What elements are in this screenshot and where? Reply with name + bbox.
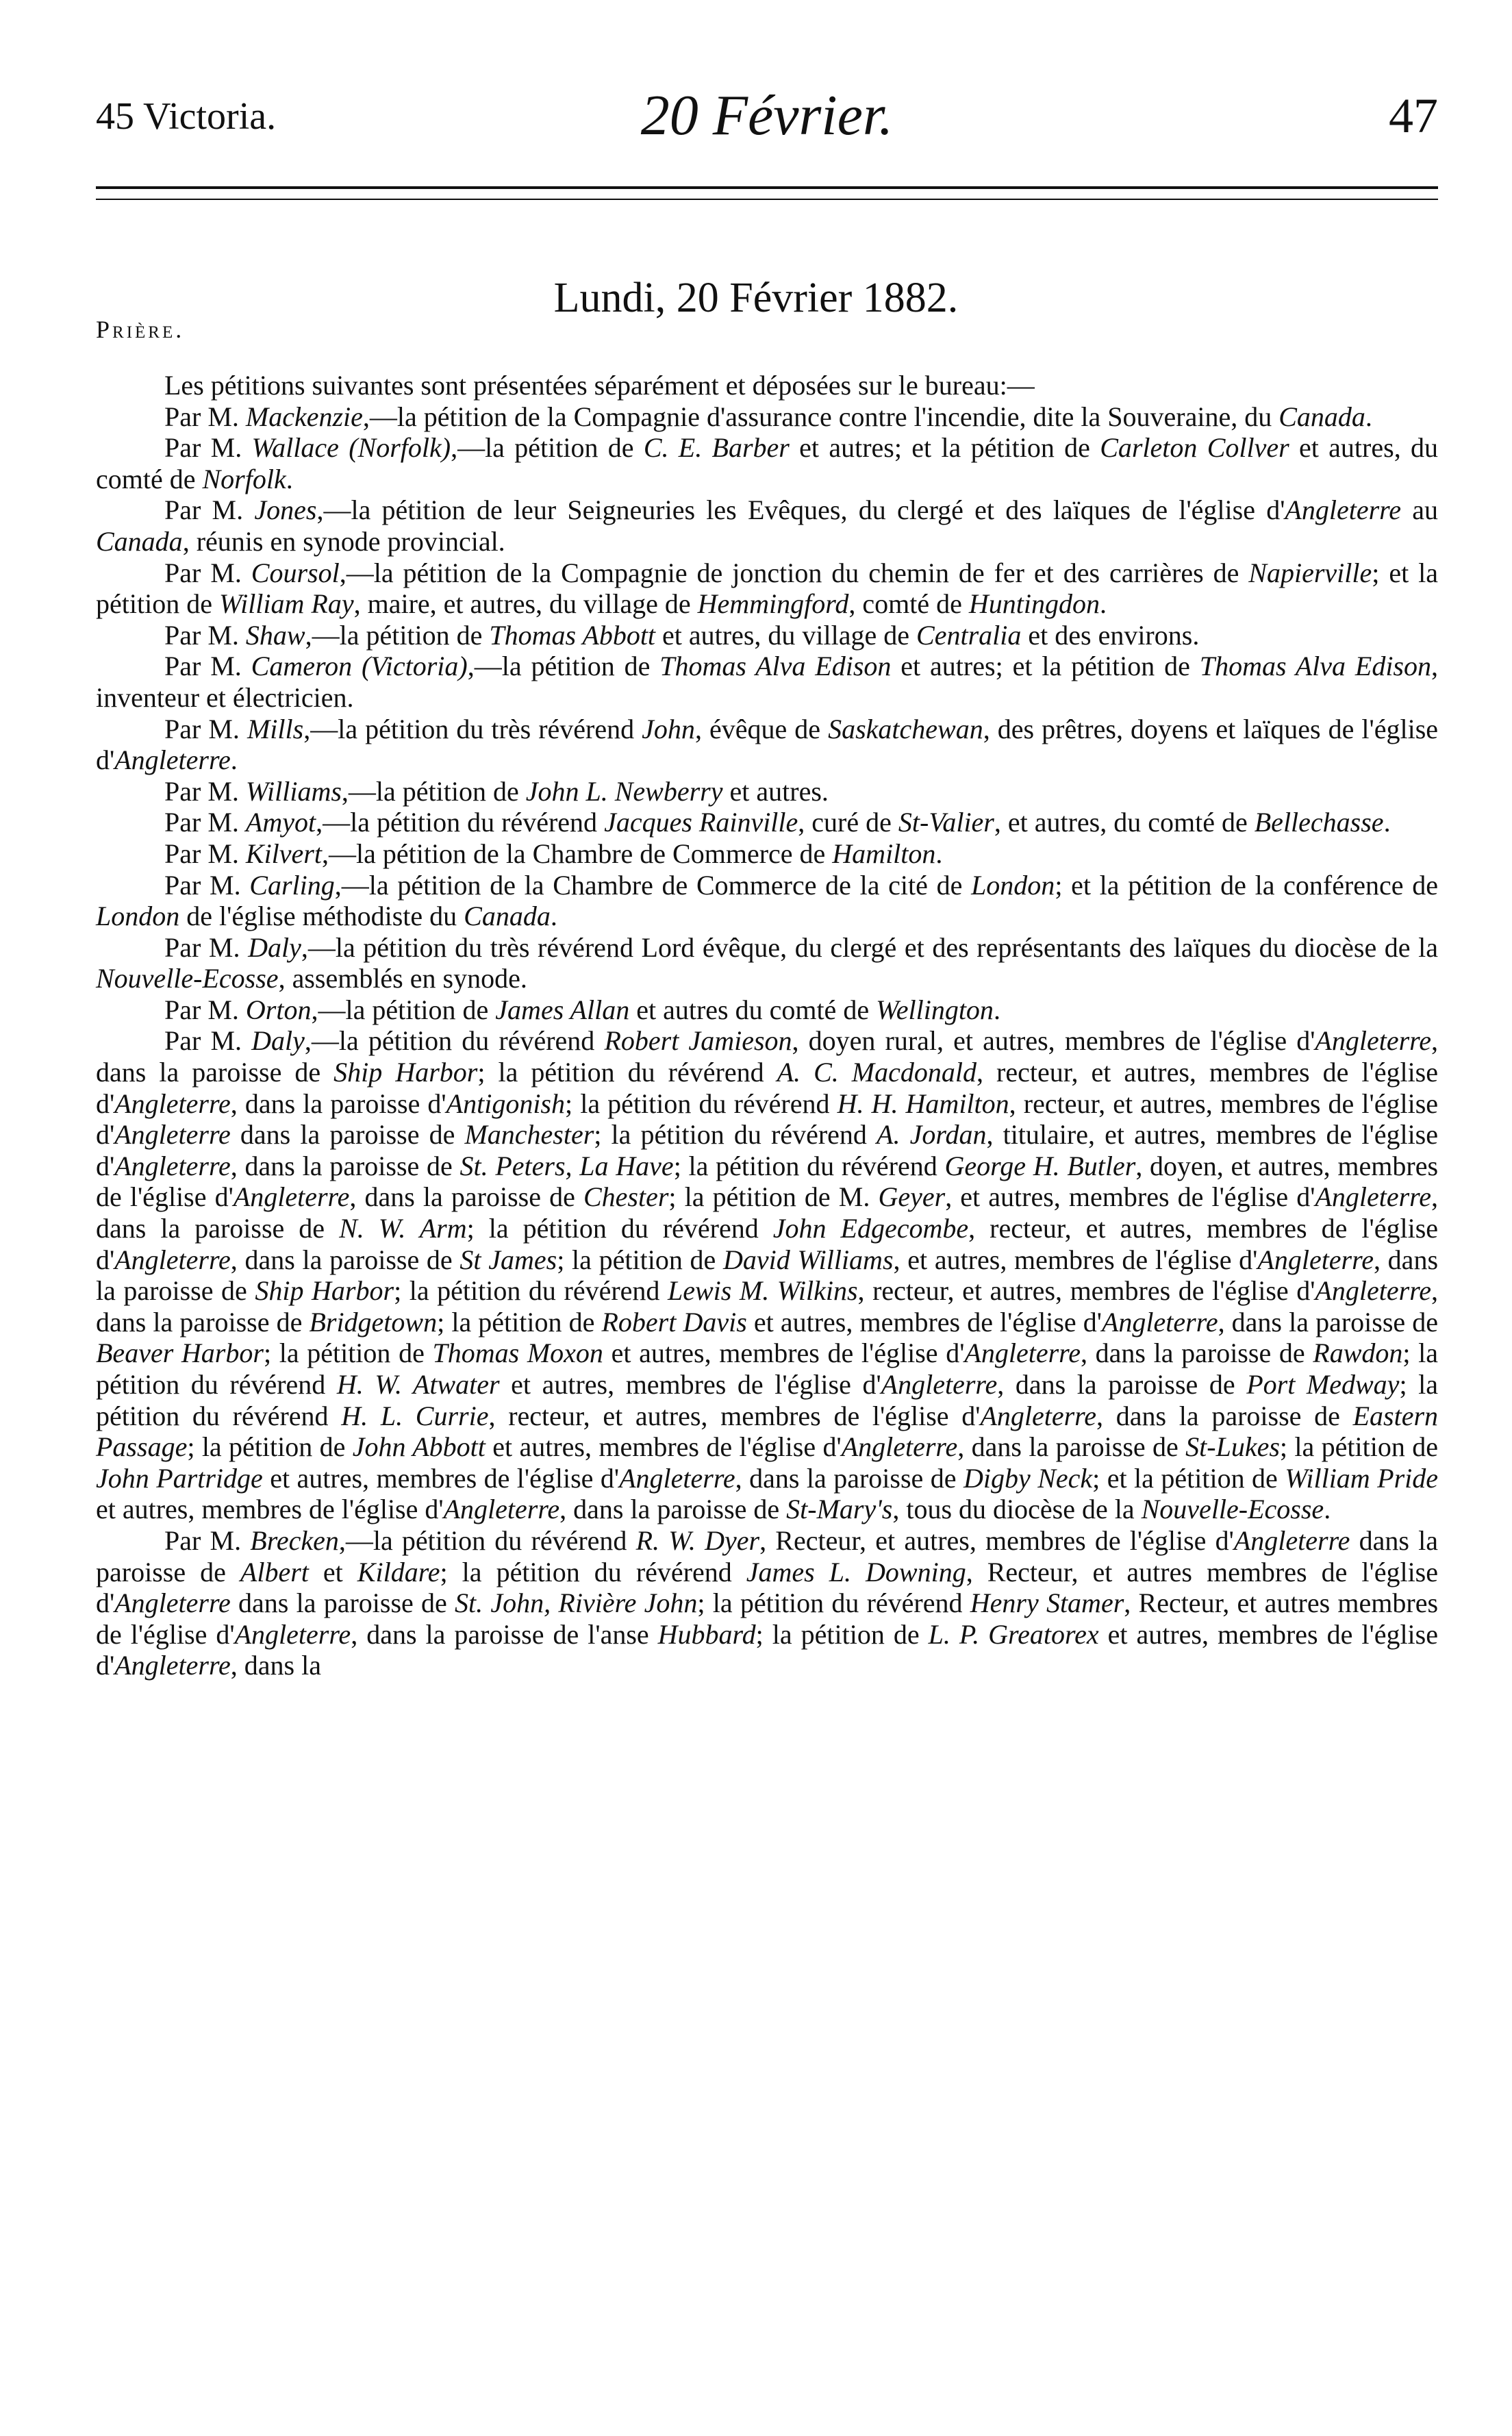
header-date-text: 20 Février. bbox=[640, 84, 894, 147]
margin-label-priere: Prière. bbox=[96, 316, 185, 343]
petition-paragraph: Par M. Amyot,—la pétition du révérend Jacques Rainville, curé de St-Valier, et autres, du comté de Bellechasse. bbox=[164, 807, 1391, 838]
petition-paragraph: Par M. Jones,—la pétition de leur Seigneuries les Evêques, du clergé et des laïques de l'église d'Angleterre au Canada, réunis en synode provincial. bbox=[96, 494, 1438, 557]
petition-paragraph: Par M. Kilvert,—la pétition de la Chambre de Commerce de Hamilton. bbox=[164, 838, 943, 869]
petitions-body bbox=[96, 370, 1438, 1681]
page-number: 47 bbox=[1389, 88, 1438, 143]
running-header bbox=[96, 82, 1438, 158]
petition-paragraph: Par M. Orton,—la pétition de James Allan et autres du comté de Wellington. bbox=[164, 994, 1000, 1025]
petition-paragraph: Par M. Mackenzie,—la pétition de la Compagnie d'assurance contre l'incendie, dite la Souveraine, du Canada. bbox=[164, 401, 1372, 432]
petition-paragraph: Par M. Williams,—la pétition de John L. Newberry et autres. bbox=[164, 775, 829, 807]
header-rule-thin bbox=[96, 199, 1438, 200]
header-rule-thick bbox=[96, 186, 1438, 189]
petition-paragraph: Par M. Daly,—la pétition du très révérend Lord évêque, du clergé et des représentants des laïques du diocèse de la Nouvelle-Ecosse, assemblés en synode. bbox=[96, 931, 1439, 994]
petition-paragraph: Par M. Shaw,—la pétition de Thomas Abbott et autres, du village de Centralia et des environs. bbox=[164, 619, 1200, 651]
petition-paragraph: Par M. Daly,—la pétition du révérend Robert Jamieson, doyen rural, et autres, membres de l'église d'Angleterre, dans la paroisse de Ship Harbor; la pétition du révérend A. C. Macdonald, recteur, et autres, membres de l'église d'Angleterre, dans la paroisse d'Antigonish; la pétition du révérend H. H. Hamilton, recteur, et autres, membres de l'église d'Angleterre dans la paroisse de Manchester; la pétition du révérend A. Jordan, titulaire, et autres, membres de l'église d'Angleterre, dans la paroisse de St. Peters, La Have; la pétition du révérend George H. Butler, doyen, et autres, membres de l'église d'Angleterre, dans la paroisse de Chester; la pétition de M. Geyer, et autres, membres de l'église d'Angleterre, dans la paroisse de N. W. Arm; la pétition du révérend John Edgecombe, recteur, et autres, membres de l'église d'Angleterre, dans la paroisse de St James; la pétition de David Williams, et autres, membres de l'église d'Angleterre, dans la paroisse de Ship Harbor; la pétition du révérend Lewis M. Wilkins, recteur, et autres, membres de l'église d'Angleterre, dans la paroisse de Bridgetown; la pétition de Robert Davis et autres, membres de l'église d'Angleterre, dans la paroisse de Beaver Harbor; la pétition de Thomas Moxon et autres, membres de l'église d'Angleterre, dans la paroisse de Rawdon; la pétition du révérend H. W. Atwater et autres, membres de l'église d'Angleterre, dans la paroisse de Port Medway; la pétition du révérend H. L. Currie, recteur, et autres, membres de l'église d'Angleterre, dans la paroisse de Eastern Passage; la pétition de John Abbott et autres, membres de l'église d'Angleterre, dans la paroisse de St-Lukes; la pétition de John Partridge et autres, membres de l'église d'Angleterre, dans la paroisse de Digby Neck; et la pétition de William Pride et autres, membres de l'église d'Angleterre, dans la paroisse de St-Mary's, tous du diocèse de la Nouvelle-Ecosse. bbox=[96, 1025, 1439, 1525]
petition-paragraph: Par M. Carling,—la pétition de la Chambre de Commerce de la cité de London; et la pétition de la conférence de London de l'église méthodiste du Canada. bbox=[96, 869, 1439, 932]
petition-paragraph: Par M. Cameron (Victoria),—la pétition de Thomas Alva Edison et autres; et la pétition de Thomas Alva Edison, inventeur et électricien. bbox=[96, 651, 1438, 713]
header-session: 45 Victoria. bbox=[96, 95, 277, 138]
date-heading: Lundi, 20 Février 1882. bbox=[553, 275, 959, 321]
intro-paragraph: Les pétitions suivantes sont présentées séparément et déposées sur le bureau:— bbox=[164, 370, 1035, 401]
petition-paragraph: Par M. Brecken,—la pétition du révérend R. W. Dyer, Recteur, et autres, membres de l'église d'Angleterre dans la paroisse de Albert et Kildare; la pétition du révérend James L. Downing, Recteur, et autres membres de l'église d'Angleterre dans la paroisse de St. John, Rivière John; la pétition du révérend Henry Stamer, Recteur, et autres membres de l'église d'Angleterre, dans la paroisse de l'anse Hubbard; la pétition de L. P. Greatorex et autres, membres de l'église d'Angleterre, dans la bbox=[96, 1524, 1439, 1681]
petition-paragraph: Par M. Coursol,—la pétition de la Compagnie de jonction du chemin de fer et des carrières de Napierville; et la pétition de William Ray, maire, et autres, du village de Hemmingford, comté de Huntingdon. bbox=[96, 557, 1438, 620]
header-date bbox=[96, 82, 1438, 149]
petition-paragraph: Par M. Mills,—la pétition du très révérend John, évêque de Saskatchewan, des prêtres, doyens et laïques de l'église d'Angleterre. bbox=[96, 713, 1439, 776]
petition-paragraph: Par M. Wallace (Norfolk),—la pétition de C. E. Barber et autres; et la pétition de Carleton Collver et autres, du comté de Norfolk. bbox=[96, 432, 1438, 494]
